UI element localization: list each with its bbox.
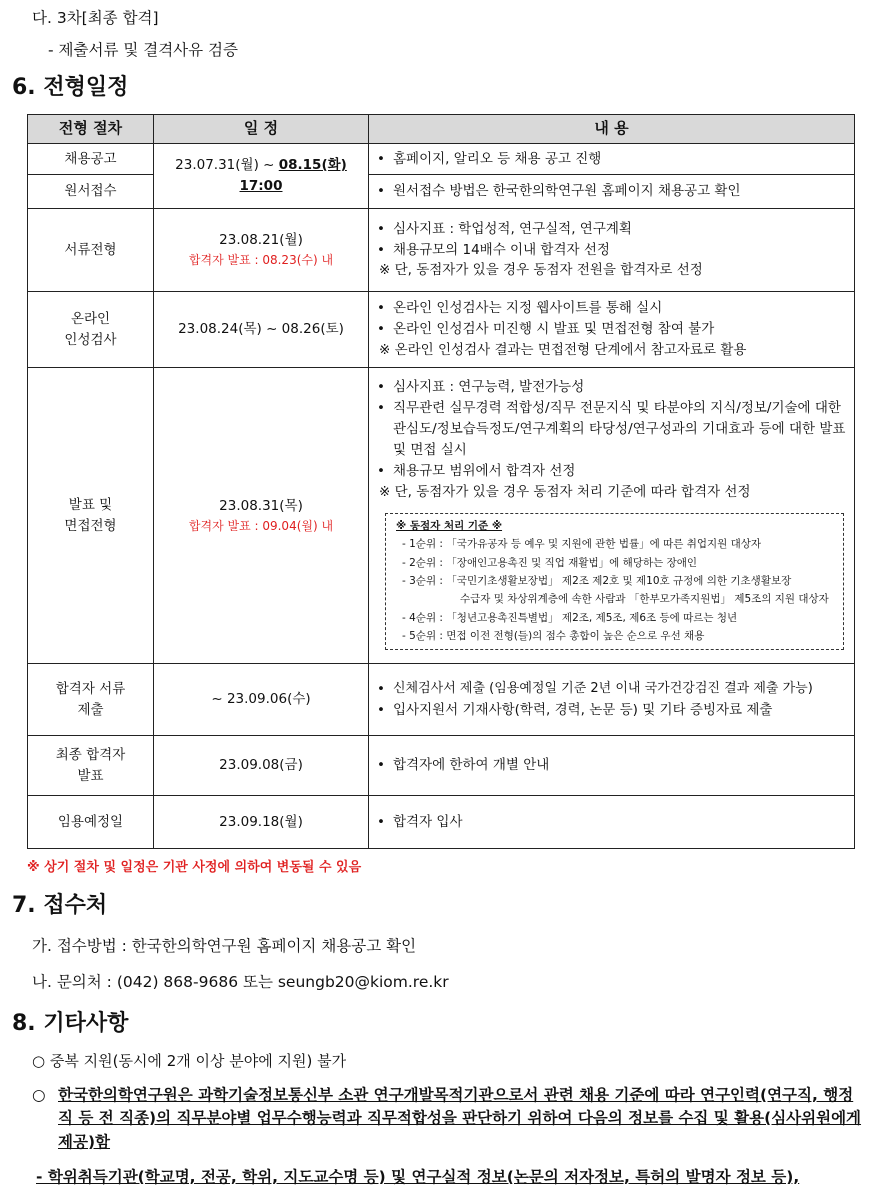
table-row xyxy=(28,209,855,292)
etc-item-3: - 학위취득기관(학교명, 전공, 학위, 지도교수명 등) 및 연구실적 정보(논문의 저자정보, 특허의 발명자 정보 등), xyxy=(36,1168,800,1186)
header-content: 내 용 xyxy=(369,115,855,144)
date-cell xyxy=(154,144,369,209)
stage-cell: 서류전형 xyxy=(28,209,154,292)
tie-breaker-box xyxy=(385,513,844,650)
stage-cell: 최종 합격자 발표 xyxy=(28,736,154,796)
content-cell xyxy=(369,209,855,292)
bullet-item: • 홈페이지, 알리오 등 채용 공고 진행 xyxy=(377,150,602,167)
note-text: ※ 단, 동점자가 있을 경우 동점자 전원을 합격자로 선정 xyxy=(379,262,703,279)
content-cell xyxy=(369,736,855,796)
content-cell xyxy=(369,796,855,849)
table-row xyxy=(28,144,855,175)
table-row xyxy=(28,175,855,209)
section-6-heading: 6. 전형일정 xyxy=(12,75,129,100)
date-cell: ~ 23.09.06(수) xyxy=(154,664,369,736)
section-8-heading: 8. 기타사항 xyxy=(12,1011,129,1036)
announce-date: 합격자 발표 : 09.04(월) 내 xyxy=(188,518,334,533)
stage-cell: 채용공고 xyxy=(28,144,154,175)
table-row xyxy=(28,368,855,664)
stage-cell: 온라인 인성검사 xyxy=(28,292,154,368)
bullet-item: • 채용규모 범위에서 합격자 선정 xyxy=(377,463,576,480)
date-text: 23.08.31(목) xyxy=(219,497,303,514)
tie-rank-5: - 5순위 : 면접 이전 전형(들)의 점수 총합이 높은 순으로 우선 채용 xyxy=(402,630,705,643)
circle-marker: ○ xyxy=(32,1052,46,1070)
date-text: 23.08.21(월) xyxy=(219,232,303,249)
etc-item-1: ○ 중복 지원(동시에 2개 이상 분야에 지원) 불가 xyxy=(32,1052,347,1070)
bullet-item: • 합격자에 한하여 개별 안내 xyxy=(377,757,550,774)
tie-rank-4: - 4순위 : 「청년고용촉진특별법」 제2조, 제5조, 제6조 등에 따르는 청년 xyxy=(402,611,738,624)
header-date: 일 정 xyxy=(154,115,369,144)
table-row xyxy=(28,736,855,796)
circle-marker: ○ xyxy=(32,1086,46,1104)
header-stage: 전형 절차 xyxy=(28,115,154,144)
content-cell xyxy=(369,664,855,736)
date-cell xyxy=(154,209,369,292)
stage-cell: 원서접수 xyxy=(28,175,154,209)
date-cell: 23.08.24(목) ~ 08.26(토) xyxy=(154,292,369,368)
bullet-item: • 심사지표 : 연구능력, 발전가능성 xyxy=(377,379,585,396)
bullet-item: • 입사지원서 기재사항(학력, 경력, 논문 등) 및 기타 증빙자료 제출 xyxy=(377,701,773,718)
announce-date: 합격자 발표 : 08.23(수) 내 xyxy=(188,253,334,268)
schedule-table xyxy=(27,114,855,849)
intro-line-2: - 제출서류 및 결격사유 검증 xyxy=(48,41,239,59)
bullet-item: • 채용규모의 14배수 이내 합격자 선정 xyxy=(377,241,610,258)
table-row xyxy=(28,664,855,736)
date-cell: 23.09.18(월) xyxy=(154,796,369,849)
bullet-item: • 직무관련 실무경력 적합성/직무 전문지식 및 타분야의 지식/정보/기술에 대한 관심도/정보습득정도/연구계획의 타당성/연구성과의 기대효과 등에 대한 발표 및 면접 실시 xyxy=(377,400,846,459)
stage-cell: 합격자 서류 제출 xyxy=(28,664,154,736)
table-row xyxy=(28,292,855,368)
tie-rank-3-cont: 수급자 및 차상위계층에 속한 사람과 「한부모가족지원법」 제5조의 지원 대상자 xyxy=(460,593,829,606)
bullet-item: • 합격자 입사 xyxy=(377,813,463,830)
section-7-heading: 7. 접수처 xyxy=(12,893,108,918)
tie-rank-2: - 2순위 : 「장애인고용촉진 및 직업 재활법」에 해당하는 장애인 xyxy=(402,556,697,569)
stage-cell: 임용예정일 xyxy=(28,796,154,849)
reception-contact: 나. 문의처 : (042) 868-9686 또는 seungb20@kiom.re.kr xyxy=(32,973,449,991)
bullet-item: • 원서접수 방법은 한국한의학연구원 홈페이지 채용공고 확인 xyxy=(377,183,741,200)
note-text: ※ 온라인 인성검사 결과는 면접전형 단계에서 참고자료로 활용 xyxy=(379,341,747,358)
date-start: 23.07.31(월) ~ xyxy=(175,157,279,174)
bullet-item: • 심사지표 : 학업성적, 연구실적, 연구계획 xyxy=(377,220,632,237)
etc-item-2 xyxy=(32,1084,866,1154)
stage-cell: 발표 및 면접전형 xyxy=(28,368,154,664)
tie-rank-3: - 3순위 : 「국민기초생활보장법」 제2조 제2호 및 제10호 규정에 의한 기초생활보장 xyxy=(402,575,792,588)
bullet-item: • 온라인 인성검사는 지정 웹사이트를 통해 실시 xyxy=(377,300,663,317)
tie-rank-1: - 1순위 : 「국가유공자 등 예우 및 지원에 관한 법률」에 따른 취업지원 대상자 xyxy=(402,538,762,551)
date-deadline: 08.15(화) 17:00 xyxy=(239,157,347,194)
date-cell: 23.09.08(금) xyxy=(154,736,369,796)
content-cell xyxy=(369,292,855,368)
bullet-item: • 온라인 인성검사 미진행 시 발표 및 면접전형 참여 불가 xyxy=(377,321,715,338)
date-cell xyxy=(154,368,369,664)
table-row xyxy=(28,796,855,849)
intro-line-1: 다. 3차[최종 합격] xyxy=(32,9,159,27)
etc-item-2-text: 한국한의학연구원은 과학기술정보통신부 소관 연구개발목적기관으로서 관련 채용 기준에 따라 연구인력(연구직, 행정직 등 전 직종)의 직무분야별 업무수행능력과 직무적합성을 판단하기 위하여 다음의 정보를 수집 및 활용(심사위원에게 제공)함 xyxy=(58,1086,862,1151)
content-cell xyxy=(369,175,855,209)
bullet-item: • 신체검사서 제출 (임용예정일 기준 2년 이내 국가건강검진 결과 제출 가능) xyxy=(377,680,813,697)
reception-method: 가. 접수방법 : 한국한의학연구원 홈페이지 채용공고 확인 xyxy=(32,937,417,955)
table-header-row xyxy=(28,115,855,144)
schedule-change-note: ※ 상기 절차 및 일정은 기관 사정에 의하여 변동될 수 있음 xyxy=(27,860,362,875)
tie-breaker-title: ※ 동점자 처리 기준 ※ xyxy=(396,519,503,532)
content-cell xyxy=(369,144,855,175)
note-text: ※ 단, 동점자가 있을 경우 동점자 처리 기준에 따라 합격자 선정 xyxy=(379,484,751,501)
content-cell xyxy=(369,368,855,664)
